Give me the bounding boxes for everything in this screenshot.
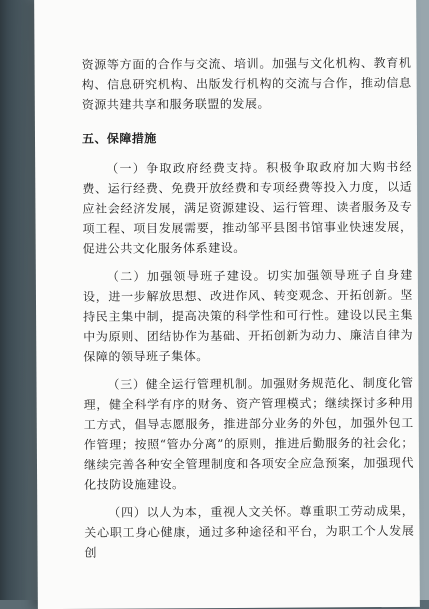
document-text-body bbox=[81, 53, 414, 571]
management-mechanism-paragraph: （三）健全运行管理机制。加强财务规范化、制度化管理，健全科学有序的财务、资产管理模式；继续探讨多种用工方式，倡导志愿服务，推进部分业务的外包，加强外包工作管理；按照“管办分离”的原则，推进后勤服务的社会化；继续完善各种安全管理制度和各项安全应急预案，加强现代化技防设施建设。 bbox=[83, 375, 415, 492]
funding-support-paragraph: （一）争取政府经费支持。积极争取政府加大购书经费、运行经费、免费开放经费和专项经费等投入力度，以适应社会经济发展，满足资源建设、运行管理、读者服务及专项工程、项目发展需要，推动邹平县图书馆事业快速发展，促进公共文化服务体系建设。 bbox=[82, 159, 413, 256]
continuation-paragraph: 资源等方面的合作与交流、培训。加强与文化机构、教育机构、信息研究机构、出版发行机构的交流与合作，推动信息资源共建共享和服务联盟的发展。 bbox=[81, 55, 412, 112]
humanistic-care-paragraph: （四）以人为本，重视人文关怀。尊重职工劳动成果，关心职工身心健康，通过多种途径和平台，为职工个人发展创 bbox=[84, 503, 415, 560]
leadership-building-paragraph: （二）加强领导班子建设。切实加强领导班子自身建设，进一步解放思想、改进作风、转变观念、开拓创新。坚持民主集中制，提高决策的科学性和可行性。建设以民主集中为原则、团结协作为基础、开拓创新为动力、廉洁自律为保障的领导班子集体。 bbox=[82, 267, 414, 364]
document-page bbox=[34, 0, 420, 609]
section-heading: 五、保障措施 bbox=[81, 131, 157, 146]
